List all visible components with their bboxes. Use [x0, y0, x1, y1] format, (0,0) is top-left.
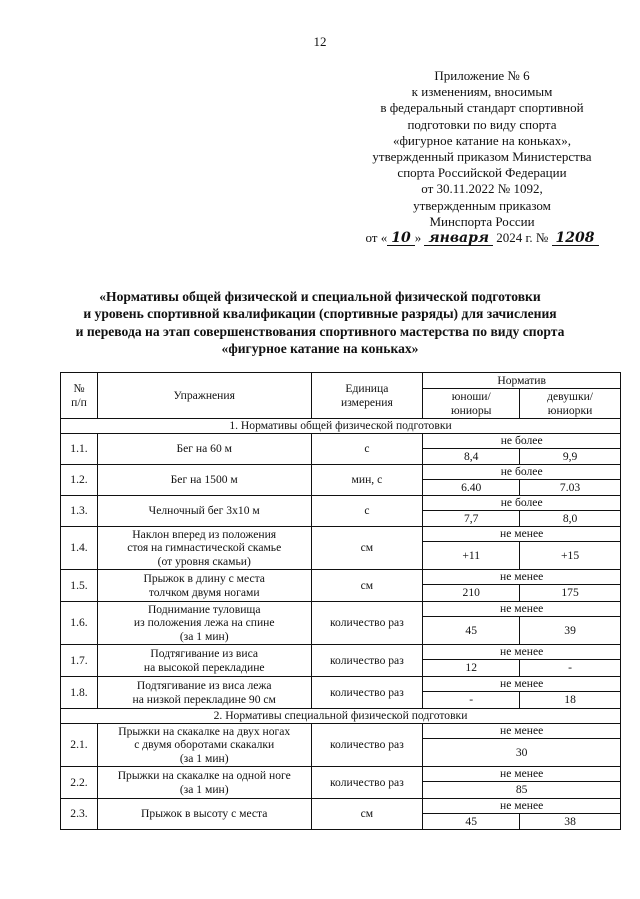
header-boys: [423, 389, 520, 419]
criterion-cell: не менее: [423, 645, 621, 660]
unit-cell: см: [311, 799, 423, 830]
row-number: 1.5.: [61, 570, 98, 602]
value-girls: 8,0: [520, 511, 621, 527]
row-number: 1.7.: [61, 645, 98, 677]
header-boys-line: юноши/: [451, 390, 491, 404]
section-row: [61, 709, 621, 724]
table-row: [61, 496, 621, 511]
value-boys: 8,4: [423, 449, 520, 465]
table-row: [61, 645, 621, 660]
value-combined: 30: [423, 739, 621, 767]
unit-cell: количество раз: [311, 602, 423, 645]
table-row: [61, 677, 621, 692]
header-exercise: Упражнения: [97, 373, 311, 419]
value-girls: -: [520, 660, 621, 677]
value-girls: 175: [520, 585, 621, 602]
appendix-line: спорта Российской Федерации: [397, 165, 567, 181]
exercise-line: (от уровня скамьи): [157, 554, 251, 568]
unit-cell: с: [311, 434, 423, 465]
unit-cell: см: [311, 527, 423, 570]
value-boys: 12: [423, 660, 520, 677]
criterion-cell: не менее: [423, 527, 621, 542]
value-girls: 18: [520, 692, 621, 709]
unit-cell: количество раз: [311, 767, 423, 799]
row-number: 2.1.: [61, 724, 98, 767]
exercise-line: из положения лежа на спине: [133, 616, 275, 630]
exercise-line: Наклон вперед из положения: [132, 527, 277, 541]
criterion-cell: не менее: [423, 767, 621, 782]
header-norm: Норматив: [423, 373, 621, 389]
exercise-cell: [97, 767, 311, 799]
criterion-cell: не менее: [423, 724, 621, 739]
value-girls: 7.03: [520, 480, 621, 496]
value-girls: +15: [520, 542, 621, 570]
unit-cell: количество раз: [311, 724, 423, 767]
criterion-cell: не менее: [423, 677, 621, 692]
exercise-line: (за 1 мин): [179, 782, 229, 796]
exercise-line: с двумя оборотами скакалки: [134, 738, 275, 752]
section-title: 2. Нормативы специальной физической подготовки: [61, 709, 621, 724]
appendix-line: Приложение № 6: [434, 68, 530, 83]
criterion-cell: не менее: [423, 799, 621, 814]
title-line: и уровень спортивной квалификации (спортивные разряды) для зачисления: [83, 306, 557, 322]
exercise-cell: [97, 645, 311, 677]
header-girls-line: девушки/: [547, 390, 594, 404]
unit-cell: см: [311, 570, 423, 602]
page-number: 12: [313, 34, 327, 49]
header-num-line: №: [73, 382, 85, 396]
appendix-line: подготовки по виду спорта: [407, 116, 557, 132]
exercise-line: Подтягивание из виса: [150, 647, 259, 661]
exercise-line: Прыжок в длину с места: [143, 572, 265, 586]
header-num: [61, 373, 98, 419]
appendix-line: в федеральный стандарт спортивной: [380, 100, 584, 116]
header-unit-line: измерения: [341, 395, 393, 409]
table-row: [61, 602, 621, 617]
exercise-line: стоя на гимнастической скамье: [127, 541, 282, 555]
exercise-cell: [97, 677, 311, 709]
unit-cell: количество раз: [311, 645, 423, 677]
year-text: 2024 г. №: [496, 230, 549, 246]
header-girls: [520, 389, 621, 419]
header-boys-line: юниоры: [450, 403, 492, 417]
exercise-line: на низкой перекладине 90 см: [132, 692, 276, 706]
exercise-line: Прыжок в высоту с места: [141, 807, 268, 821]
header-unit: [311, 373, 423, 419]
criterion-cell: не менее: [423, 570, 621, 585]
appendix-block: [330, 68, 634, 246]
value-combined: 85: [423, 782, 621, 799]
title-line: «Нормативы общей физической и специальной физической подготовки: [99, 289, 541, 304]
appendix-line: «фигурное катание на коньках»,: [392, 132, 572, 148]
exercise-cell: [97, 570, 311, 602]
exercise-cell: [97, 527, 311, 570]
date-prefix: от «: [365, 230, 388, 246]
value-girls: 39: [520, 617, 621, 645]
unit-cell: с: [311, 496, 423, 527]
value-boys: +11: [423, 542, 520, 570]
exercise-line: толчком двумя ногами: [148, 585, 260, 599]
row-number: 1.2.: [61, 465, 98, 496]
table-row: [61, 570, 621, 585]
row-number: 1.3.: [61, 496, 98, 527]
section-title: 1. Нормативы общей физической подготовки: [61, 419, 621, 434]
header-girls-line: юниорки: [547, 403, 593, 417]
order-date-line: [330, 230, 634, 246]
criterion-cell: не более: [423, 465, 621, 480]
table-row: [61, 465, 621, 480]
criterion-cell: не менее: [423, 602, 621, 617]
row-number: 1.4.: [61, 527, 98, 570]
exercise-line: Бег на 60 м: [176, 442, 232, 456]
appendix-line: Минспорта России: [429, 213, 535, 229]
exercise-line: Прыжки на скакалке на двух ногах: [118, 724, 291, 738]
exercise-line: на высокой перекладине: [143, 660, 265, 674]
handwritten-day: 10: [387, 231, 414, 246]
appendix-line: от 30.11.2022 № 1092,: [421, 181, 543, 197]
exercise-line: Челночный бег 3x10 м: [148, 504, 260, 518]
value-girls: 9,9: [520, 449, 621, 465]
section-row: [61, 419, 621, 434]
exercise-cell: [97, 799, 311, 830]
table-row: [61, 527, 621, 542]
handwritten-month: января: [424, 231, 493, 246]
appendix-line: утвержденный приказом Министерства: [372, 149, 592, 165]
header-num-line: п/п: [71, 395, 87, 409]
exercise-line: Поднимание туловища: [147, 602, 261, 616]
table-row: [61, 799, 621, 814]
exercise-line: Бег на 1500 м: [170, 473, 238, 487]
criterion-cell: не более: [423, 434, 621, 449]
value-boys: 45: [423, 617, 520, 645]
exercise-cell: [97, 602, 311, 645]
table-row: [61, 767, 621, 782]
value-boys: -: [423, 692, 520, 709]
handwritten-order-number: 1208: [552, 231, 599, 246]
date-mid: »: [414, 230, 422, 246]
exercise-cell: [97, 465, 311, 496]
norms-table: [60, 372, 621, 830]
value-boys: 7,7: [423, 511, 520, 527]
exercise-line: (за 1 мин): [179, 629, 229, 643]
exercise-line: (за 1 мин): [179, 751, 229, 765]
table-row: [61, 434, 621, 449]
row-number: 1.8.: [61, 677, 98, 709]
title-line: «фигурное катание на коньках»: [221, 341, 419, 357]
appendix-line: утвержденным приказом: [413, 197, 551, 213]
exercise-cell: [97, 496, 311, 527]
header-unit-line: Единица: [345, 382, 389, 396]
table-row: [61, 724, 621, 739]
value-boys: 6.40: [423, 480, 520, 496]
value-boys: 210: [423, 585, 520, 602]
appendix-line: к изменениям, вносимым: [411, 84, 553, 100]
unit-cell: мин, с: [311, 465, 423, 496]
row-number: 1.6.: [61, 602, 98, 645]
exercise-cell: [97, 434, 311, 465]
exercise-line: Подтягивание из виса лежа: [136, 679, 272, 693]
document-title: [20, 288, 620, 358]
value-boys: 45: [423, 814, 520, 830]
row-number: 2.2.: [61, 767, 98, 799]
criterion-cell: не более: [423, 496, 621, 511]
exercise-cell: [97, 724, 311, 767]
row-number: 2.3.: [61, 799, 98, 830]
unit-cell: количество раз: [311, 677, 423, 709]
row-number: 1.1.: [61, 434, 98, 465]
title-line: и перевода на этап совершенствования спортивного мастерства по виду спорта: [75, 323, 565, 339]
exercise-line: Прыжки на скакалке на одной ноге: [117, 769, 291, 783]
value-girls: 38: [520, 814, 621, 830]
